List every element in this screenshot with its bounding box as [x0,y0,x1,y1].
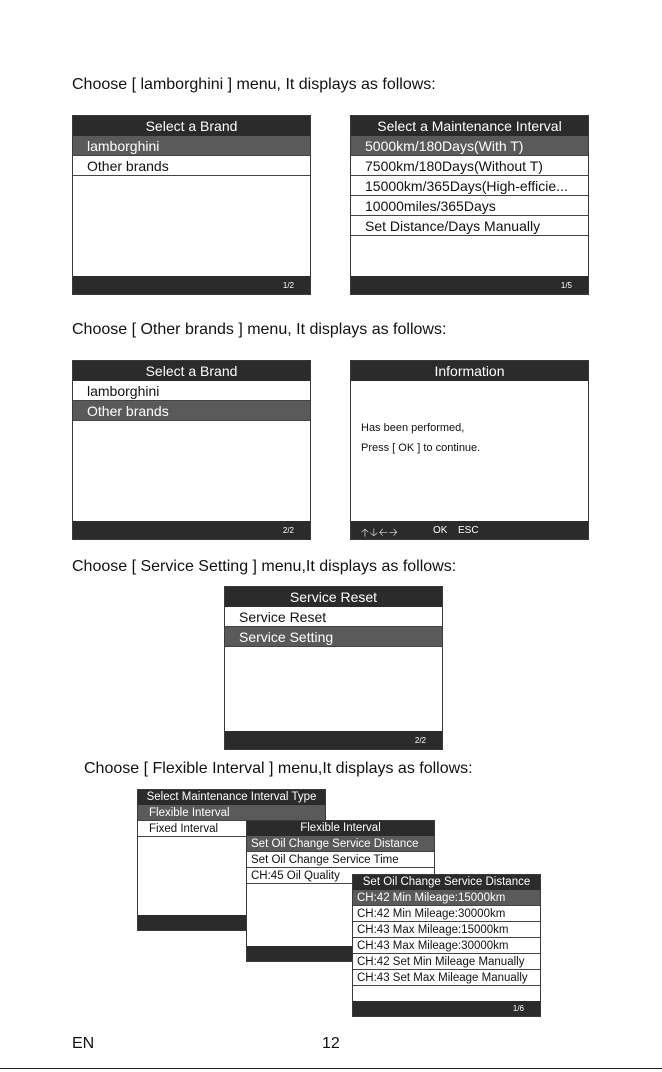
screen-title: Service Reset [225,587,442,607]
screen-footer [351,521,588,539]
caption-lamborghini-menu: Choose [ lamborghini ] menu, It displays as follows: [72,76,436,93]
menu-item-interval[interactable]: 10000miles/365Days [351,196,588,216]
ok-button[interactable]: OK [433,525,448,536]
menu-item-flexible-interval[interactable]: Flexible Interval [138,805,325,821]
screen-title: Select a Brand [73,361,310,381]
menu-item-lamborghini[interactable]: lamborghini [73,136,310,156]
screen-title: Flexible Interval [247,821,434,836]
menu-item-interval[interactable]: 15000km/365Days(High-efficie... [351,176,588,196]
menu-item-max-mileage[interactable]: CH:43 Max Mileage:30000km [353,938,540,954]
screen-title: Select Maintenance Interval Type [138,790,325,805]
menu-item-manual[interactable]: Set Distance/Days Manually [351,216,588,236]
menu-item-max-manual[interactable]: CH:43 Set Max Mileage Manually [353,970,540,986]
screen-information [350,360,589,540]
info-line-continue: Press [ OK ] to continue. [361,442,481,454]
menu-item-oil-time[interactable]: Set Oil Change Service Time [247,852,434,868]
caption-other-brands-menu: Choose [ Other brands ] menu, It displays as follows: [72,321,447,338]
page-indicator: 2/2 [414,736,426,745]
page-indicator: 1/2 [282,281,294,290]
screen-select-brand-2 [72,360,311,540]
menu-item-service-setting[interactable]: Service Setting [225,627,442,647]
screen-footer [351,276,588,294]
screen-footer [225,731,442,749]
menu-item-fixed-interval[interactable]: Fixed Interval [138,821,325,837]
footer-language: EN [72,1035,95,1052]
screen-title: Set Oil Change Service Distance [353,875,540,890]
menu-item-min-mileage[interactable]: CH:42 Min Mileage:15000km [353,890,540,906]
menu-item-interval[interactable]: 5000km/180Days(With T) [351,136,588,156]
screen-title: Information [351,361,588,381]
menu-item-oil-quality[interactable]: CH:45 Oil Quality [247,868,434,884]
menu-item-other-brands[interactable]: Other brands [73,401,310,421]
menu-item-lamborghini[interactable]: lamborghini [73,381,310,401]
menu-item-interval[interactable]: 7500km/180Days(Without T) [351,156,588,176]
menu-item-min-manual[interactable]: CH:42 Set Min Mileage Manually [353,954,540,970]
screen-title: Select a Maintenance Interval [351,116,588,136]
screen-select-brand-1 [72,115,311,295]
screen-footer [353,1001,540,1016]
screen-service-reset [224,586,443,750]
screen-oil-service-distance [352,874,541,1017]
menu-item-oil-distance[interactable]: Set Oil Change Service Distance [247,836,434,852]
screen-maintenance-interval [350,115,589,295]
menu-item-service-reset[interactable]: Service Reset [225,607,442,627]
info-line-performed: Has been performed, [361,422,465,434]
page-indicator: 1/6 [512,1004,524,1013]
menu-item-other-brands[interactable]: Other brands [73,156,310,176]
page-indicator: 2/2 [282,526,294,535]
menu-item-min-mileage[interactable]: CH:42 Min Mileage:30000km [353,906,540,922]
esc-button[interactable]: ESC [458,525,479,536]
caption-service-setting-menu: Choose [ Service Setting ] menu,It displays as follows: [72,558,457,575]
screen-footer [73,521,310,539]
screen-footer [73,276,310,294]
page-indicator: 1/5 [560,281,572,290]
caption-flexible-interval-menu: Choose [ Flexible Interval ] menu,It displays as follows: [84,760,473,777]
nav-arrows-icon[interactable]: 🡡🡣🡠🡢 [361,527,399,539]
menu-item-max-mileage[interactable]: CH:43 Max Mileage:15000km [353,922,540,938]
screen-title: Select a Brand [73,116,310,136]
bottom-divider [0,1068,662,1069]
footer-page-number: 12 [322,1035,340,1052]
